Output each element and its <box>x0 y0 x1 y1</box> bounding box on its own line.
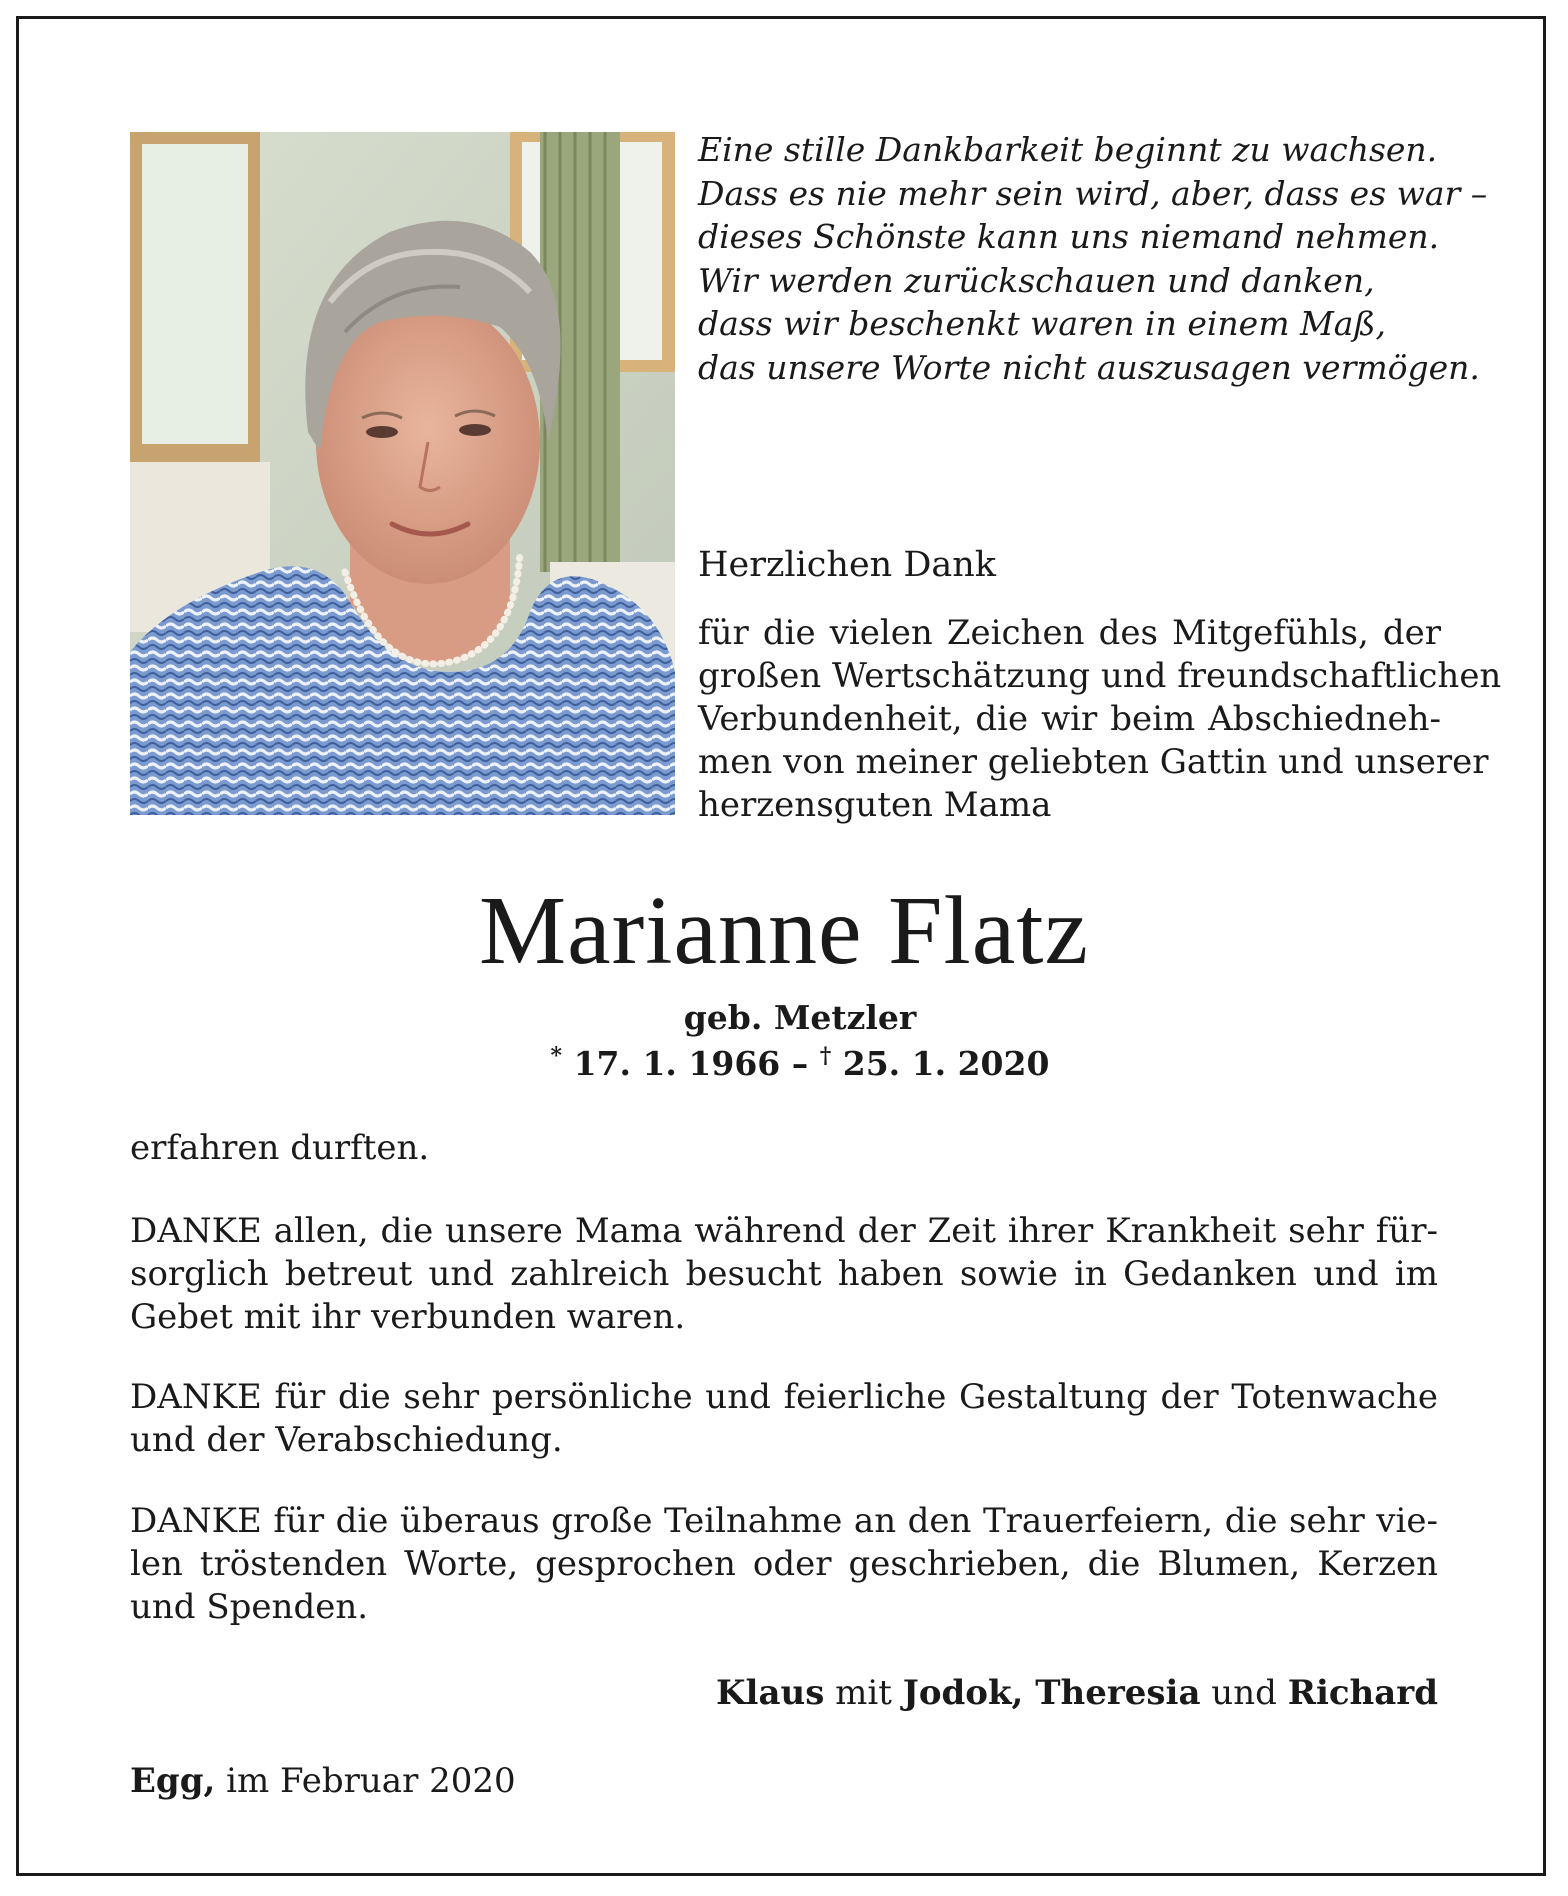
intro-line: herzensguten Mama <box>698 785 1052 825</box>
thanks-paragraph-ceremony <box>130 1376 1438 1462</box>
place-town: Egg, <box>130 1761 216 1801</box>
signer-name: Klaus <box>716 1673 825 1713</box>
intro-continuation: erfahren durften. <box>130 1128 430 1168</box>
death-date: 25. 1. 2020 <box>842 1044 1050 1083</box>
paragraph-line: len tröstenden Worte, gesprochen oder geschrieben, die Blumen, Kerzen <box>130 1544 1438 1584</box>
thanks-intro <box>698 612 1502 827</box>
death-symbol: † <box>819 1043 832 1069</box>
paragraph-line: und Spenden. <box>130 1587 369 1627</box>
signature-connector: und <box>1200 1673 1288 1713</box>
intro-line: Verbundenheit, die wir beim Abschiedneh- <box>698 699 1441 739</box>
thanks-heading: Herzlichen Dank <box>698 545 996 585</box>
birth-name: geb. Metzler <box>683 998 917 1037</box>
family-signature <box>716 1670 1438 1716</box>
paragraph-line: Gebet mit ihr verbunden waren. <box>130 1297 686 1337</box>
intro-line: men von meiner geliebten Gattin und unserer <box>698 742 1489 782</box>
signature-connector: mit <box>824 1673 903 1713</box>
paragraph-line: DANKE für die überaus große Teilnahme an den Trauerfeiern, die sehr vie- <box>130 1501 1438 1541</box>
poem-line: Dass es nie mehr sein wird, aber, dass es war – <box>698 173 1488 213</box>
intro-line: für die vielen Zeichen des Mitgefühls, der <box>698 613 1441 653</box>
portrait-photo <box>130 132 675 815</box>
birth-date: 17. 1. 1966 <box>573 1044 781 1083</box>
life-dates <box>500 1042 1100 1086</box>
poem-line: Wir werden zurückschauen und danken, <box>698 260 1375 300</box>
poem-line: dass wir beschenkt waren in einem Maß, <box>698 304 1386 343</box>
poem-line: Eine stille Dankbarkeit beginnt zu wachsen. <box>698 130 1438 169</box>
birth-symbol: * <box>550 1043 563 1069</box>
date-separator: – <box>780 1044 820 1083</box>
intro-line: großen Wertschätzung und freundschaftlichen <box>698 656 1502 696</box>
poem <box>698 128 1488 389</box>
poem-line: dieses Schönste kann uns niemand nehmen. <box>698 217 1440 256</box>
deceased-name: Marianne Flatz <box>479 877 1089 985</box>
place-date: im Februar 2020 <box>215 1761 516 1801</box>
signer-name: Richard <box>1287 1673 1438 1713</box>
portrait-illustration <box>130 132 675 815</box>
signer-names: Jodok, Theresia <box>902 1673 1201 1713</box>
paragraph-line: sorglich betreut und zahlreich besucht haben sowie in Gedanken und im <box>130 1254 1438 1294</box>
thanks-paragraph-participation <box>130 1500 1438 1629</box>
paragraph-line: und der Verabschiedung. <box>130 1420 563 1460</box>
poem-line: das unsere Worte nicht auszusagen vermögen. <box>698 347 1480 387</box>
paragraph-line: DANKE für die sehr persönliche und feierliche Gestaltung der Totenwache <box>130 1377 1438 1417</box>
thanks-paragraph-care <box>130 1210 1438 1339</box>
paragraph-line: DANKE allen, die unsere Mama während der Zeit ihrer Krankheit sehr für- <box>130 1211 1438 1251</box>
place-and-date <box>130 1758 516 1804</box>
